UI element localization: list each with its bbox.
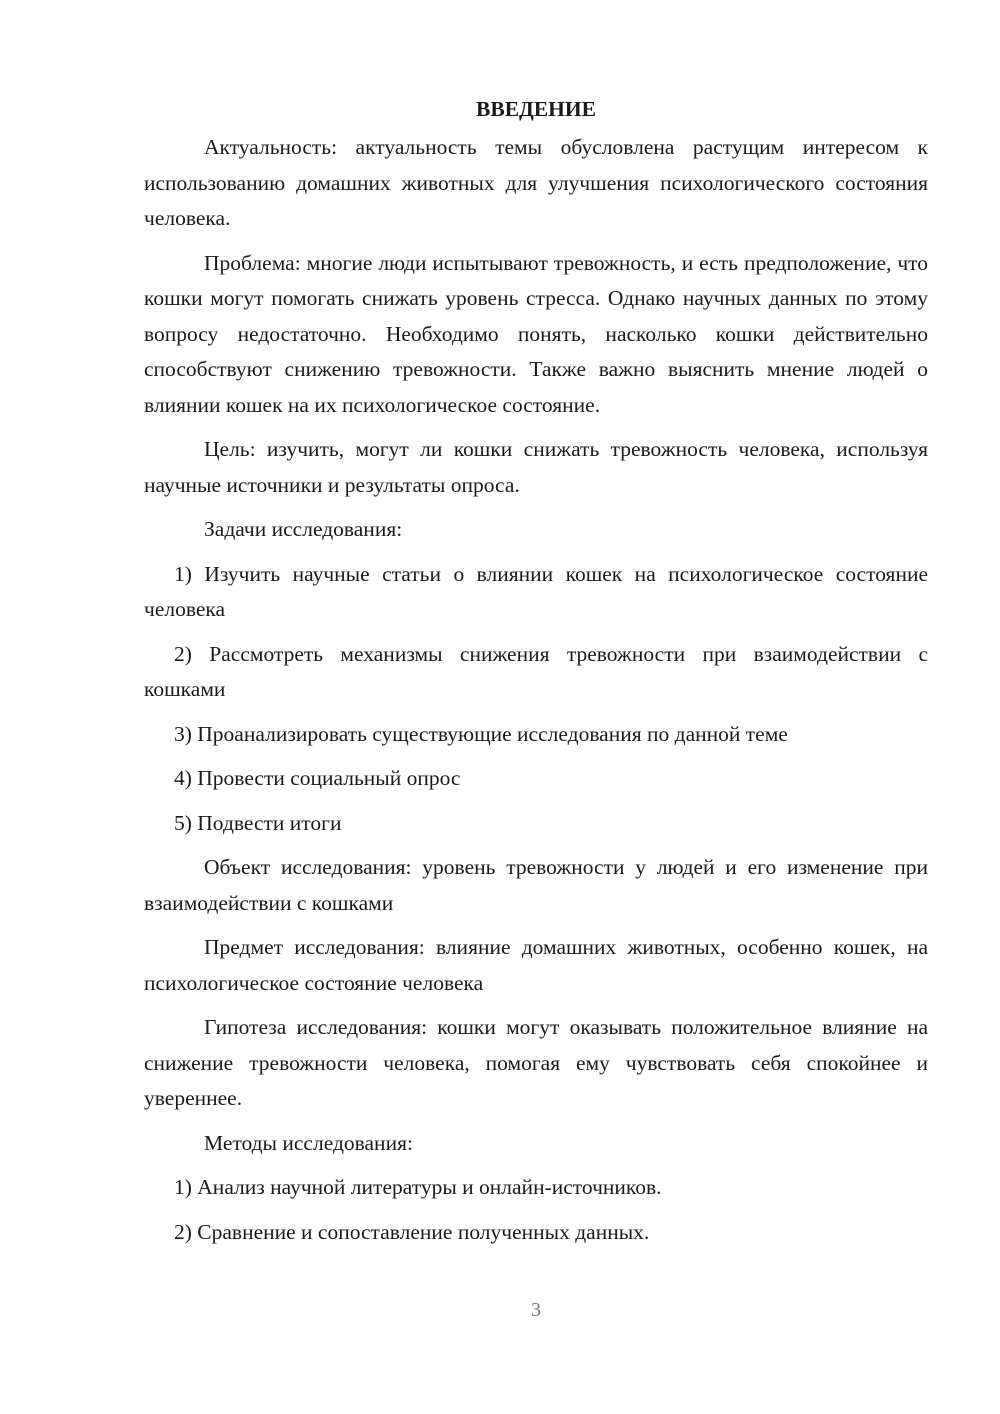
tasks-title: Задачи исследования: xyxy=(204,517,403,541)
task-item-2: 2) Рассмотреть механизмы снижения тревожности при взаимодействии с кошками xyxy=(144,641,928,701)
page-number: 3 xyxy=(531,1299,541,1321)
goal-paragraph: Цель: изучить, могут ли кошки снижать тревожность человека, используя научные источники и результаты опроса. xyxy=(144,437,928,497)
object-paragraph: Объект исследования: уровень тревожности у людей и его изменение при взаимодействии с кошками xyxy=(144,855,928,915)
problem-paragraph: Проблема: многие люди испытывают тревожность, и есть предположение, что кошки могут помогать снижать уровень стресса. Однако научных данных по этому вопросу недостаточно. Необходимо понять, насколько кошки действительно способствуют снижению тревожности. Также важно выяснить мнение людей о влиянии кошек на их психологическое состояние. xyxy=(144,250,928,417)
task-item-3: 3) Проанализировать существующие исследования по данной теме xyxy=(174,721,788,746)
section-heading: ВВЕДЕНИЕ xyxy=(476,97,596,121)
methods-title: Методы исследования: xyxy=(204,1130,413,1155)
hypothesis-paragraph: Гипотеза исследования: кошки могут оказывать положительное влияние на снижение тревожности человека, помогая ему чувствовать себя спокойнее и увереннее. xyxy=(144,1015,928,1110)
relevance-paragraph: Актуальность: актуальность темы обусловлена растущим интересом к использованию домашних животных для улучшения психологического состояния человека. xyxy=(144,135,928,230)
document-page xyxy=(144,92,928,1259)
task-item-1: 1) Изучить научные статьи о влиянии кошек на психологическое состояние человека xyxy=(144,561,928,621)
method-item-1: 1) Анализ научной литературы и онлайн-источников. xyxy=(174,1175,662,1199)
subject-paragraph: Предмет исследования: влияние домашних животных, особенно кошек, на психологическое состояние человека xyxy=(144,935,928,995)
task-item-4: 4) Провести социальный опрос xyxy=(174,766,461,790)
task-item-5: 5) Подвести итоги xyxy=(174,810,342,835)
method-item-2: 2) Сравнение и сопоставление полученных данных. xyxy=(174,1219,650,1244)
